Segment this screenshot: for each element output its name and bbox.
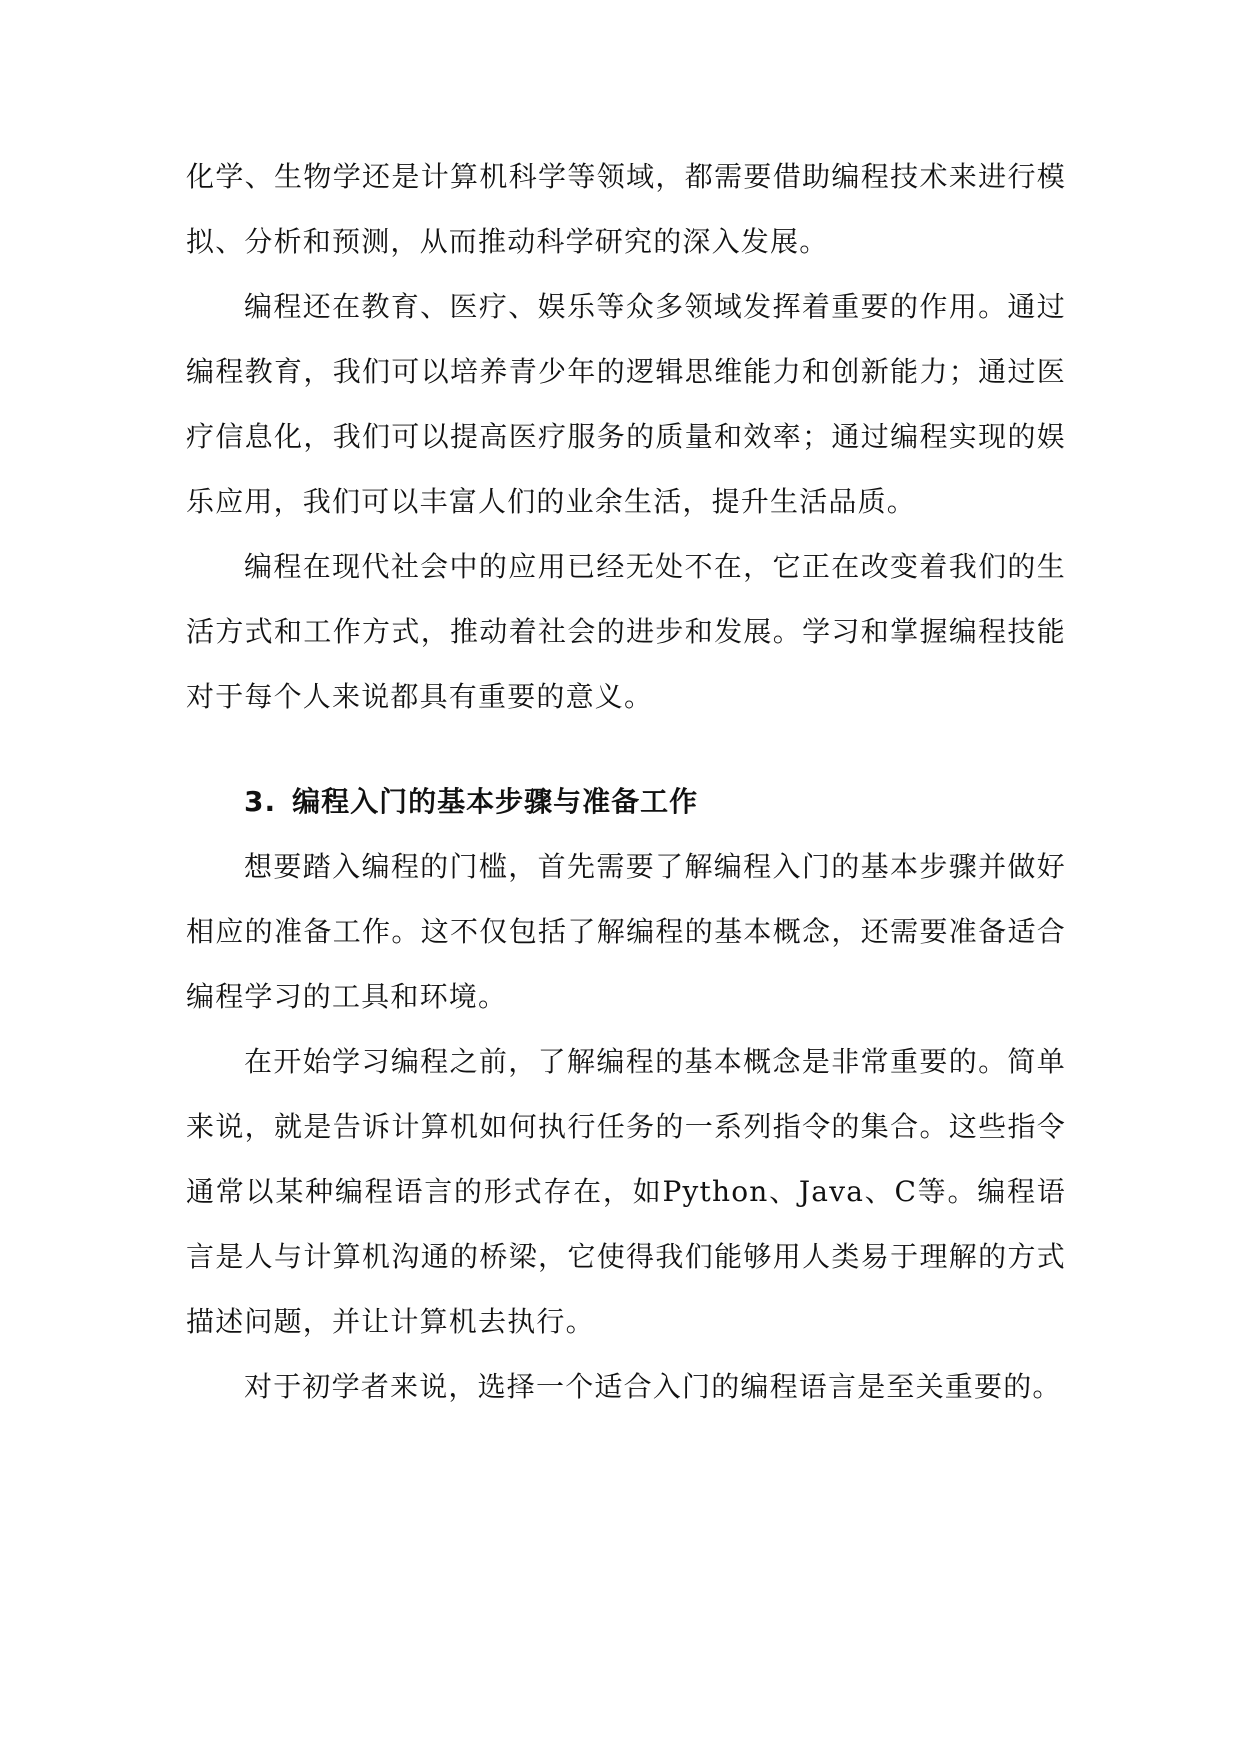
paragraph-first-steps: 想要踏入编程的门槛，首先需要了解编程入门的基本步骤并做好相应的准备工作。这不仅包括了解编程的基本概念，还需要准备适合编程学习的工具和环境。 bbox=[186, 850, 1066, 1013]
document-body bbox=[186, 144, 1066, 1419]
section-title: 编程入门的基本步骤与准备工作 bbox=[292, 785, 699, 818]
paragraph-modern-society: 编程在现代社会中的应用已经无处不在，它正在改变着我们的生活方式和工作方式，推动着社会的进步和发展。学习和掌握编程技能对于每个人来说都具有重要的意义。 bbox=[186, 550, 1066, 713]
paragraph-applications-fields: 编程还在教育、医疗、娱乐等众多领域发挥着重要的作用。通过编程教育，我们可以培养青少年的逻辑思维能力和创新能力；通过医疗信息化，我们可以提高医疗服务的质量和效率；通过编程实现的娱乐应用，我们可以丰富人们的业余生活，提升生活品质。 bbox=[186, 290, 1066, 518]
paragraph-basic-concepts: 在开始学习编程之前，了解编程的基本概念是非常重要的。简单来说，就是告诉计算机如何执行任务的一系列指令的集合。这些指令通常以某种编程语言的形式存在，如Python、Java、C等。编程语言是人与计算机沟通的桥梁，它使得我们能够用人类易于理解的方式描述问题，并让计算机去执行。 bbox=[186, 1045, 1066, 1338]
paragraph-continued-science: 化学、生物学还是计算机科学等领域，都需要借助编程技术来进行模拟、分析和预测，从而推动科学研究的深入发展。 bbox=[186, 160, 1066, 258]
section-heading bbox=[186, 769, 1066, 834]
section-spacer bbox=[186, 729, 1066, 769]
paragraph-choose-language: 对于初学者来说，选择一个适合入门的编程语言是至关重要的。 bbox=[244, 1370, 1062, 1403]
section-number: 3. bbox=[244, 785, 277, 818]
